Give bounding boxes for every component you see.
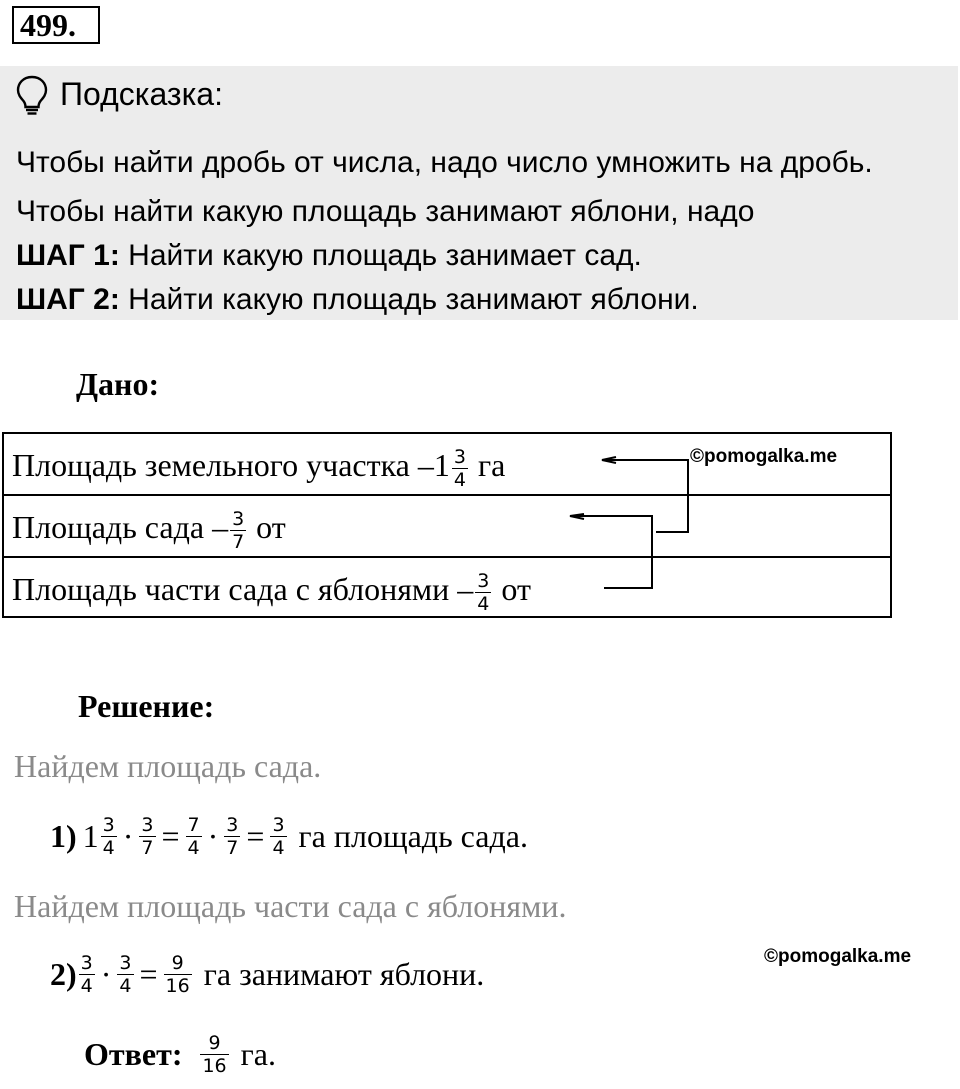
multiply-sign: · <box>207 818 219 854</box>
numerator: 3 <box>102 813 115 836</box>
row-unit: от <box>256 509 286 545</box>
numerator: 3 <box>80 951 93 974</box>
step-2-equation <box>50 944 484 1004</box>
denominator: 4 <box>102 836 115 859</box>
hint-intro: Чтобы найти какую площадь занимают яблони, надо <box>16 195 755 228</box>
fraction <box>139 814 155 859</box>
fraction <box>224 814 240 859</box>
step-1-label: ШАГ 1: <box>16 239 120 272</box>
arrow-apples-to-garden <box>572 516 652 588</box>
answer <box>84 1024 276 1084</box>
row-unit: от <box>501 571 531 607</box>
fraction <box>186 814 202 859</box>
numerator: 3 <box>141 813 154 836</box>
denominator: 4 <box>453 469 466 492</box>
fraction <box>270 814 286 859</box>
numerator: 3 <box>453 446 466 469</box>
numerator: 3 <box>232 508 245 531</box>
denominator: 7 <box>226 836 239 859</box>
watermark: ©pomogalka.me <box>690 446 838 467</box>
row-unit: га <box>477 447 506 483</box>
fraction <box>164 952 192 997</box>
equals-sign: = <box>161 818 180 854</box>
denominator: 4 <box>119 974 132 997</box>
step-2-label: ШАГ 2: <box>16 283 120 316</box>
denominator: 4 <box>272 836 285 859</box>
fraction <box>117 952 133 997</box>
denominator: 16 <box>165 974 190 997</box>
denominator: 7 <box>141 836 154 859</box>
denominator: 4 <box>80 974 93 997</box>
step-1-caption: Найдем площадь сада. <box>14 748 322 784</box>
step-label: 2) <box>50 956 77 992</box>
denominator: 4 <box>187 836 200 859</box>
denominator: 4 <box>477 593 490 616</box>
watermark: ©pomogalka.me <box>764 946 912 967</box>
row-label: Площадь земельного участка –1 <box>12 447 450 483</box>
numerator: 3 <box>272 813 285 836</box>
fraction <box>200 1032 228 1077</box>
fraction <box>79 952 95 997</box>
step-1-equation <box>50 806 528 866</box>
denominator: 7 <box>232 531 245 554</box>
fraction <box>101 814 117 859</box>
step-1-result-text: га площадь сада. <box>298 818 528 854</box>
step-2-result-text: га занимают яблони. <box>203 956 485 992</box>
solution-title: Решение: <box>78 688 215 724</box>
numerator: 3 <box>226 813 239 836</box>
equals-sign: = <box>139 956 158 992</box>
arrow-garden-to-plot <box>604 460 688 532</box>
denominator: 16 <box>202 1054 227 1077</box>
numerator: 9 <box>208 1031 221 1054</box>
step-2-caption: Найдем площадь части сада с яблонями. <box>14 888 567 924</box>
problem-number: 499. <box>12 6 100 44</box>
numerator: 3 <box>119 951 132 974</box>
answer-label: Ответ: <box>84 1036 183 1072</box>
whole-part: 1 <box>82 818 99 854</box>
hint-rule: Чтобы найти дробь от числа, надо число умножить на дробь. <box>16 146 873 179</box>
answer-unit: га. <box>240 1036 276 1072</box>
hint-title: Подсказка: <box>60 76 223 112</box>
multiply-sign: · <box>122 818 134 854</box>
step-1-text: Найти какую площадь занимает сад. <box>119 239 642 272</box>
step-label: 1) <box>50 818 77 854</box>
row-label: Площадь части сада с яблонями – <box>12 571 474 607</box>
row-label: Площадь сада – <box>12 509 229 545</box>
step-2-text: Найти какую площадь занимают яблони. <box>119 283 699 316</box>
equals-sign: = <box>246 818 265 854</box>
numerator: 9 <box>171 951 184 974</box>
given-title: Дано: <box>76 366 160 402</box>
numerator: 7 <box>187 813 200 836</box>
numerator: 3 <box>477 570 490 593</box>
multiply-sign: · <box>100 956 112 992</box>
